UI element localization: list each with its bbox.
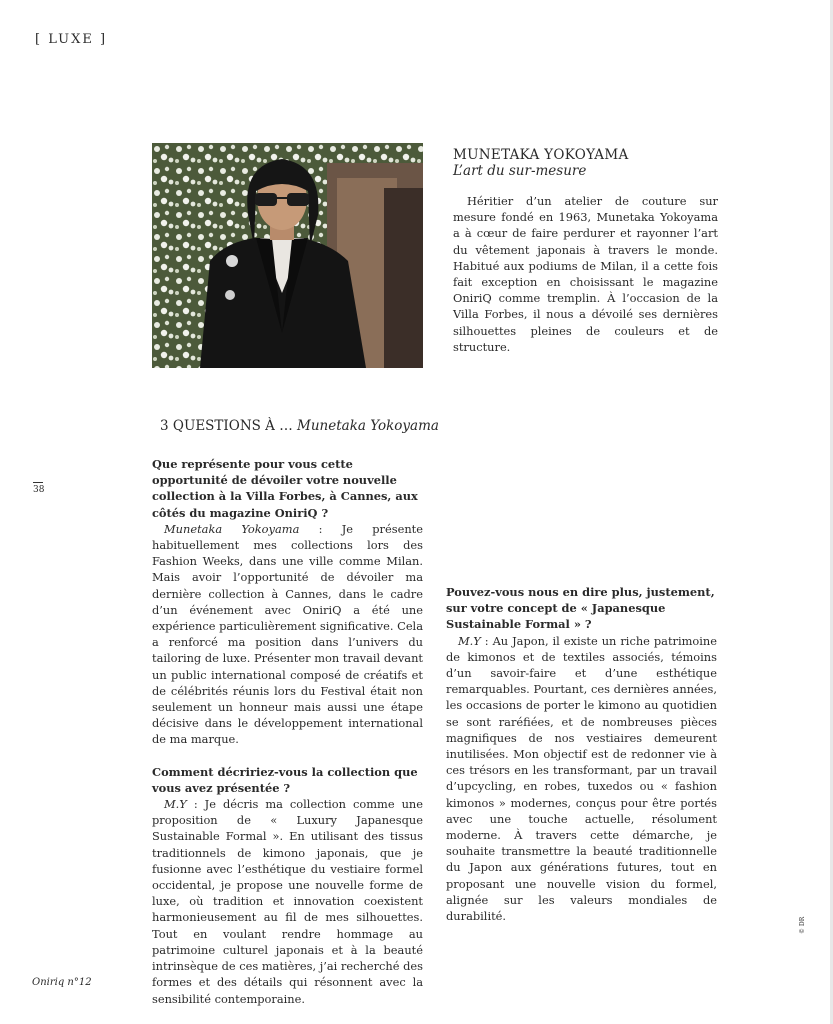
portrait-photo-icon	[152, 143, 423, 368]
section-tag: [ LUXE ]	[35, 32, 108, 47]
photo-credit: © DR	[799, 916, 806, 934]
question-1: Que représente pour vous cette opportunité de dévoiler votre nouvelle collection à la Villa Forbes, à Cannes, aux côtés du magazine OniriQ ?	[152, 457, 418, 520]
interview-title-guest: Munetaka Yokoyama	[297, 418, 439, 434]
intro-block	[453, 147, 718, 355]
portrait-photo	[152, 143, 423, 368]
footer-issue: Oniriq n°12	[32, 977, 92, 988]
answer-1-speaker: Munetaka Yokoyama	[164, 521, 300, 536]
answer-3-speaker: M.Y	[458, 633, 481, 648]
answer-1-text: : Je présente habituellement mes collections lors des Fashion Weeks, dans une ville comme Milan. Mais avoir l’opportunité de dévoiler ma dernière collection à Cannes, dans le cadre d’un événement avec OniriQ a été une expérience particulièrement significative. Cela a renforcé ma position dans l’univers du tailoring de luxe. Présenter mon travail devant un public international composé de créatifs et de célébrités réunis lors du Festival était non seulement un honneur mais aussi une étape décisive dans le développement international de ma marque.	[152, 521, 423, 747]
designer-name: MUNETAKA YOKOYAMA	[453, 147, 629, 163]
interview-title-prefix: 3 QUESTIONS À …	[160, 418, 298, 434]
answer-2-speaker: M.Y	[164, 797, 187, 812]
intro-body: Héritier d’un atelier de couture sur mesure fondé en 1963, Munetaka Yokoyama a à cœur de faire perdurer et rayonner l’art du vêtement japonais à travers le monde. Habitué aux podiums de Milan, il a cette fois fait exception en choisissant le magazine OniriQ comme tremplin. À l’occasion de la Villa Forbes, il nous a dévoilé ses dernières silhouettes pleines de couleurs et de structure.	[453, 194, 718, 354]
answer-3-text: : Au Japon, il existe un riche patrimoine de kimonos et de textiles associés, témoins d’un savoir-faire et d’une esthétique remarquables. Pourtant, ces dernières années, les occasions de porter le kimono au quotidien se sont raréfiées, et de nombreuses pièces magnifiques de nos vestiaires demeurent inutilisées. Mon objectif est de redonner vie à ces trésors en les transformant, par un travail d’upcycling, en robes, tuxedos ou « fashion kimonos » modernes, conçus pour être portés avec une touche actuelle, résolument moderne. À travers cette démarche, je souhaite transmettre la beauté traditionnelle du Japon aux générations futures, tout en proposant une nouvelle vision du formel, alignée sur les valeurs mondiales de durabilité.	[446, 633, 717, 924]
answer-2-text: : Je décris ma collection comme une proposition de « Luxury Japanesque Sustainable Formal ». En utilisant des tissus traditionnels de kimono japonais, que je fusionne avec l’esthétique du vestiaire formel occidental, je propose une nouvelle forme de luxe, où tradition et innovation coexistent harmonieusement au fil de mes silhouettes. Tout en voulant rendre hommage au patrimoine culturel japonais et à la beauté intrinsèque de ces matières, j’ai recherché des formes et des détails qui résonnent avec la sensibilité contemporaine.	[152, 797, 423, 1006]
question-2: Comment décririez-vous la collection que vous avez présentée ?	[152, 764, 418, 795]
answer-1	[152, 521, 423, 748]
answer-2	[152, 796, 423, 1007]
column-left	[152, 456, 423, 1007]
column-right	[446, 584, 717, 924]
question-3: Pouvez-vous nous en dire plus, justement, sur votre concept de « Japanesque Sustainable Formal » ?	[446, 585, 715, 632]
intro-subtitle: L’art du sur-mesure	[453, 163, 587, 179]
interview-title	[160, 418, 439, 434]
answer-3	[446, 633, 717, 925]
page-number: 38	[33, 482, 43, 495]
